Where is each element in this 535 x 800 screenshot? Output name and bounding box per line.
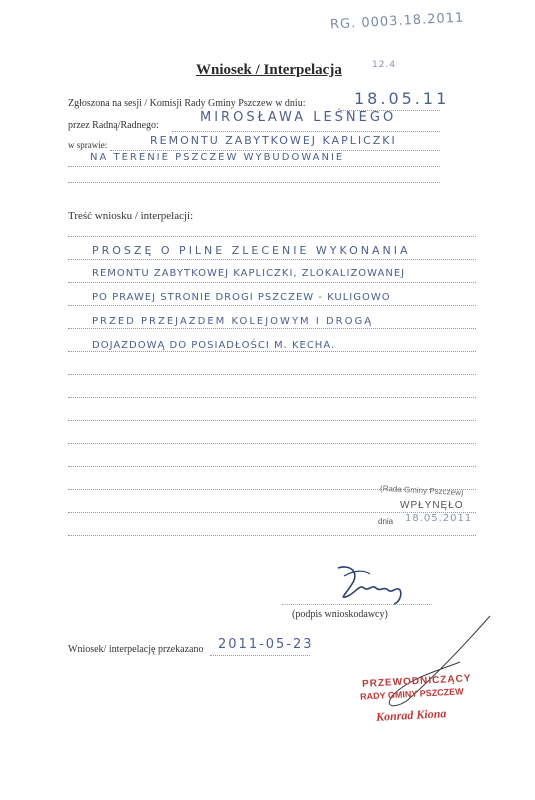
- form-title: Wniosek / Interpelacja: [196, 62, 342, 78]
- dotted-line: [68, 374, 476, 375]
- signature-caption: (podpis wnioskodawcy): [292, 609, 388, 620]
- dotted-line: [68, 282, 476, 283]
- dotted-line: [68, 420, 476, 421]
- body-line: PO PRAWEJ STRONIE DROGI PSZCZEW - KULIGOWO: [92, 292, 391, 303]
- body-line: DOJAZDOWĄ DO POSIADŁOŚCI M. KECHA.: [92, 340, 336, 351]
- stamp-date-label: dnia: [378, 517, 394, 526]
- page-mark: 12.4: [372, 60, 397, 70]
- session-label: Zgłoszona na sesji / Komisji Rady Gminy Pszczew w dniu:: [68, 98, 306, 109]
- body-line: PRZED PRZEJAZDEM KOLEJOWYM I DROGĄ: [92, 316, 374, 327]
- dotted-line: [68, 466, 476, 467]
- dotted-line: [68, 166, 440, 167]
- dotted-line: [68, 259, 476, 260]
- stamp-received: WPŁYNĘŁO: [400, 500, 464, 511]
- dotted-line: [68, 182, 440, 183]
- dotted-line: [68, 305, 476, 306]
- councillor-label: przez Radną/Radnego:: [68, 120, 159, 131]
- chairman-stamp-title: PRZEWODNICZĄCY: [361, 673, 472, 690]
- stamp-date-value: 18.05.2011: [405, 513, 473, 524]
- applicant-signature: [330, 562, 420, 608]
- subject-label: w sprawie:: [68, 140, 108, 150]
- dotted-line: [68, 443, 476, 444]
- dotted-line: [68, 328, 476, 329]
- chairman-stamp-council: RADY GMINY PSZCZEW: [359, 686, 464, 702]
- dotted-line: [68, 397, 476, 398]
- subject-line: NA TERENIE PSZCZEW WYBUDOWANIE: [90, 152, 345, 163]
- signature-line: [282, 604, 432, 605]
- body-label: Treść wniosku / interpelacji:: [68, 210, 194, 222]
- forwarded-date: 2011-05-23: [218, 637, 314, 652]
- dotted-line: [110, 150, 440, 151]
- dotted-line: [172, 131, 440, 132]
- chairman-stamp-name: Konrad Kiona: [375, 706, 447, 724]
- forwarded-label: Wniosek/ interpelację przekazano: [68, 644, 204, 655]
- dotted-line: [68, 236, 476, 237]
- dotted-line: [210, 655, 310, 656]
- subject-line: REMONTU ZABYTKOWEJ KAPLICZKI: [150, 134, 397, 147]
- reference-number: RG. 0003.18.2011: [329, 10, 465, 33]
- session-date: 18.05.11: [354, 89, 450, 108]
- dotted-line: [68, 351, 476, 352]
- councillor-name: MIROSŁAWA LEŚNEGO: [200, 110, 397, 125]
- body-line: REMONTU ZABYTKOWEJ KAPLICZKI, ZLOKALIZOWANEJ: [92, 268, 406, 279]
- stamp-council: (Rada Gminy Pszczew): [379, 483, 464, 498]
- body-line: PROSZĘ O PILNE ZLECENIE WYKONANIA: [92, 244, 411, 257]
- dotted-line: [68, 535, 476, 536]
